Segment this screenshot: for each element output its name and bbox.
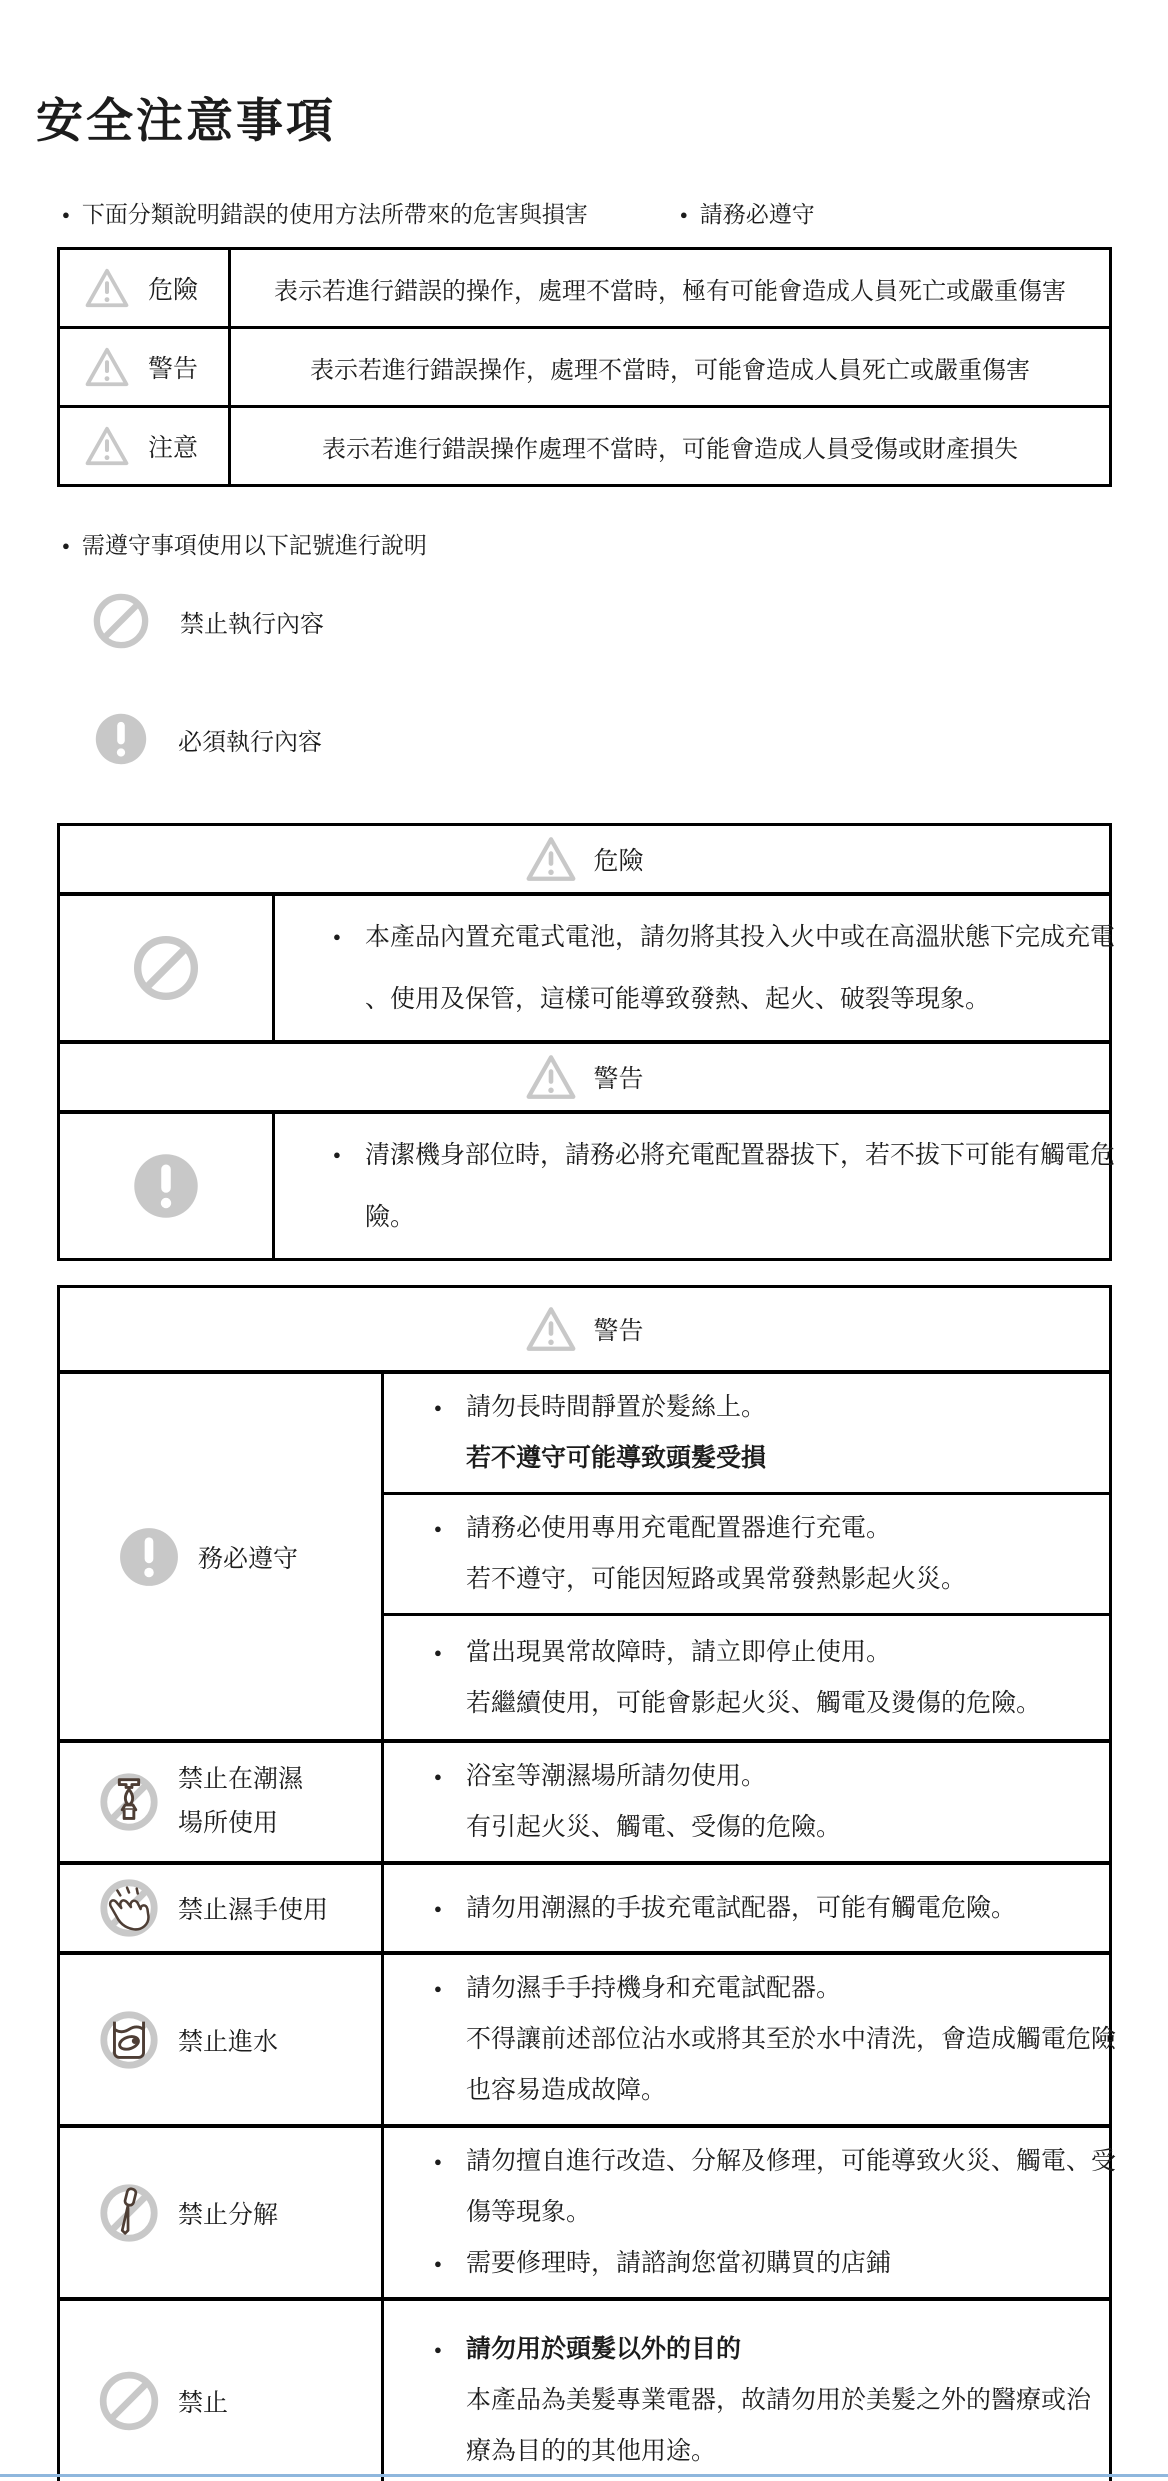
warning-triangle-icon	[84, 346, 130, 388]
bottom-edge-line	[0, 2474, 1168, 2477]
row-prohibition	[60, 2297, 1109, 2481]
list-item: ● 浴室等潮濕場所請勿使用。 有引起火災、觸電、受傷的危險。	[432, 1751, 1095, 1853]
row-label: 禁止	[178, 2388, 229, 2417]
row-no-disassembly	[60, 2124, 1117, 2297]
list-item: ● 需要修理時，請諮詢您當初購買的店鋪	[432, 2238, 1116, 2289]
legend-note: ● 需遵守事項使用以下記號進行說明	[62, 527, 427, 560]
warning-triangle-icon	[84, 267, 130, 309]
severity-table	[57, 247, 1112, 487]
danger-header: 危險	[60, 826, 1109, 892]
table-row	[60, 1110, 1116, 1258]
prohibition-icon	[98, 2370, 160, 2432]
row-label: 務必遵守	[198, 1544, 299, 1573]
row-no-water	[60, 1951, 1117, 2124]
list-item: ● 請勿長時間靜置於髮絲上。 若不遵守可能導致頭髮受損	[432, 1382, 1095, 1484]
table-row	[60, 892, 1116, 1040]
row-label: 禁止進水	[178, 2027, 279, 2056]
severity-label: 危險	[148, 276, 199, 304]
list-item: ● 本產品內置充電式電池，請勿將其投入火中或在高溫狀態下完成充電 、使用及保管，這樣可能導致發熱、起火、破裂等現象。	[331, 906, 1115, 1030]
warning-triangle-icon	[525, 835, 577, 883]
intro-bullet-1: ● 下面分類說明錯誤的使用方法所帶來的危害與損害	[62, 196, 588, 229]
legend-label: 必須執行內容	[178, 728, 322, 756]
no-wet-place-icon	[98, 1771, 160, 1833]
warning-header: 警告	[60, 1288, 1109, 1370]
mandatory-section	[60, 1370, 1109, 1739]
list-item: ● 請勿濕手手持機身和充電試配器。 不得讓前述部位沾水或將其至於水中清洗，會造成觸電危險 也容易造成故障。	[432, 1963, 1116, 2116]
warning-triangle-icon	[84, 425, 130, 467]
row-no-wet-hands	[60, 1861, 1109, 1951]
row-no-wet-place	[60, 1739, 1109, 1861]
prohibition-icon	[132, 934, 200, 1002]
table-row	[384, 1613, 1109, 1739]
legend-label: 禁止執行內容	[180, 610, 324, 638]
no-wet-hands-icon	[98, 1877, 160, 1939]
table-row	[384, 1374, 1109, 1492]
list-item: ● 當出現異常故障時，請立即停止使用。 若繼續使用，可能會影起火災、觸電及燙傷的危險。	[432, 1627, 1095, 1729]
mandatory-icon	[94, 712, 148, 766]
list-item: ● 請務必使用專用充電配置器進行充電。 若不遵守，可能因短路或異常發熱影起火災。	[432, 1503, 1095, 1605]
row-label: 禁止分解	[178, 2200, 279, 2229]
no-water-icon	[98, 2009, 160, 2071]
list-item: ● 清潔機身部位時，請務必將充電配置器拔下，若不拔下可能有觸電危 險。	[331, 1124, 1115, 1248]
row-label: 禁止濕手使用	[178, 1896, 329, 1924]
severity-desc: 表示若進行錯誤的操作，處理不當時，極有可能會造成人員死亡或嚴重傷害	[274, 277, 1066, 305]
severity-desc: 表示若進行錯誤操作處理不當時，可能會造成人員受傷或財產損失	[322, 435, 1018, 463]
list-item: ● 請勿用潮濕的手拔充電試配器，可能有觸電危險。	[432, 1883, 1095, 1934]
row-label: 禁止在潮濕 場所使用	[178, 1765, 304, 1837]
mandatory-icon	[132, 1152, 200, 1220]
mandatory-icon	[118, 1526, 180, 1588]
legend-item-prohibition	[92, 592, 324, 650]
severity-label: 警告	[148, 355, 199, 383]
severity-desc: 表示若進行錯誤操作，處理不當時，可能會造成人員死亡或嚴重傷害	[310, 356, 1030, 384]
warning-detail-table	[57, 1285, 1117, 2481]
intro-bullets	[62, 196, 815, 229]
prohibition-icon	[92, 592, 150, 650]
legend-item-mandatory	[94, 712, 322, 766]
danger-warning-table	[57, 823, 1116, 1261]
warning-triangle-icon	[525, 1053, 577, 1101]
warning-triangle-icon	[525, 1305, 577, 1353]
warning-header: 警告	[60, 1040, 1109, 1110]
list-item: ● 請勿擅自進行改造、分解及修理，可能導致火災、觸電、受 傷等現象。	[432, 2136, 1116, 2238]
page-title: 安全注意事項	[36, 94, 336, 147]
table-row	[60, 405, 1109, 484]
table-row	[384, 1492, 1109, 1613]
table-row	[60, 250, 1109, 326]
severity-label: 注意	[148, 434, 199, 462]
no-disassembly-icon	[98, 2182, 160, 2244]
table-row	[60, 326, 1109, 405]
list-item: ● 請勿用於頭髮以外的目的 本產品為美髮專業電器，故請勿用於美髮之外的醫療或治 療為目的的其他用途。	[432, 2324, 1095, 2477]
intro-bullet-2: ● 請務必遵守	[680, 196, 815, 229]
